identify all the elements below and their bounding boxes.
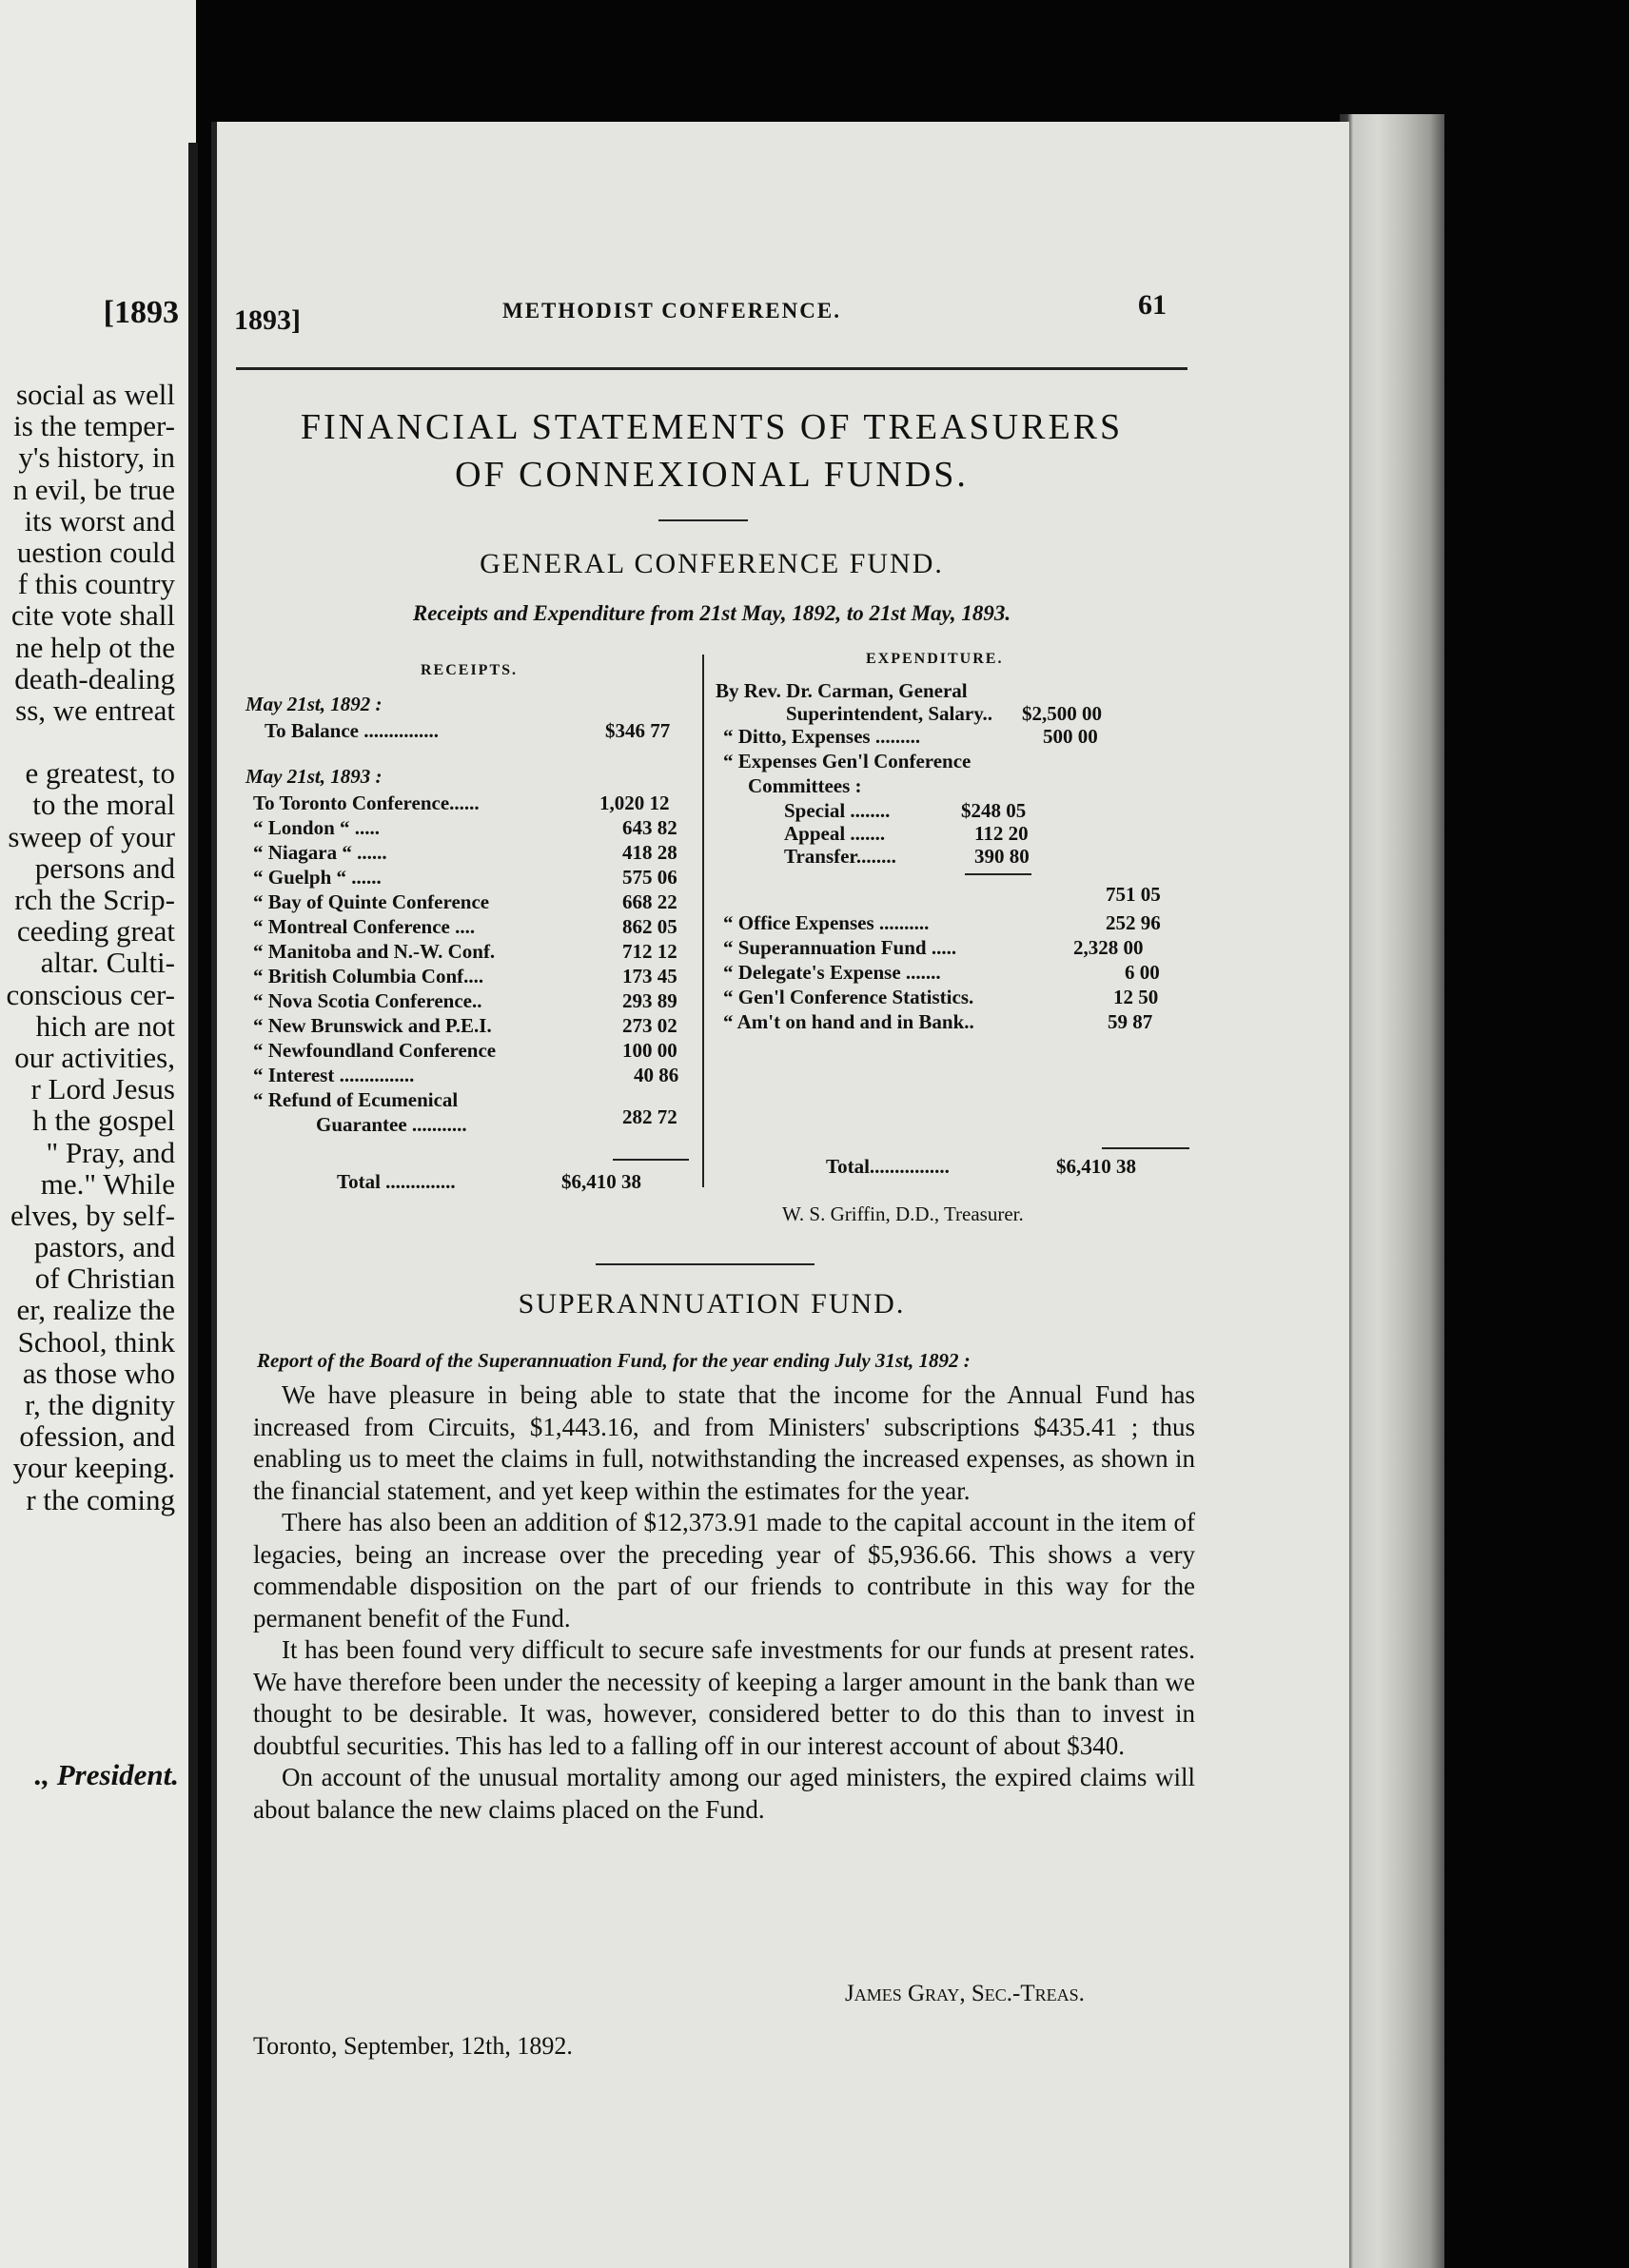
- expenditure-item-label: “ Superannuation Fund .....: [723, 936, 957, 959]
- committee-amount: $248 05: [961, 799, 1027, 822]
- left-page-text: [0, 379, 175, 1515]
- page-edges: [1340, 114, 1444, 2268]
- title-divider: [658, 519, 748, 521]
- expenditure-row: [723, 911, 1161, 935]
- committee-subtotal-rule: [965, 873, 1031, 875]
- left-running-head: [1893: [103, 295, 179, 330]
- left-line: " Pray, and: [46, 1135, 175, 1169]
- receipts-item-label: “ Bay of Quinte Conference: [253, 890, 490, 913]
- report-paragraph: It has been found very difficult to secure safe investments for our funds at present rates. We have therefore been under the necessity of keeping a larger amount in the bank than we thought to be desirable. It was, however, considered better to do this than to invest in doubtful securities. This has led to a falling off in our interest account of about $340.: [253, 1635, 1195, 1760]
- expenditure-item-label: “ Ditto, Expenses .........: [723, 725, 921, 748]
- expenditure-row: [723, 750, 971, 773]
- receipts-date2: May 21st, 1893 :: [245, 765, 383, 788]
- expenditure-item-amount: 6 00: [1125, 961, 1160, 984]
- running-head-year: 1893]: [234, 304, 301, 336]
- receipts-item-amount: 862 05: [622, 915, 677, 938]
- running-head-title: METHODIST CONFERENCE.: [502, 299, 841, 323]
- committee-amount: 112 20: [974, 822, 1029, 845]
- receipts-item-amount: 293 89: [622, 989, 677, 1012]
- left-line: me." While: [40, 1166, 175, 1201]
- receipts-item-label: Guarantee ...........: [316, 1113, 467, 1136]
- receipts-balance-label: To Balance ...............: [265, 719, 439, 742]
- left-line: h the gospel: [32, 1104, 175, 1138]
- receipts-balance-amount: $346 77: [605, 719, 671, 742]
- expenditure-item-label: Superintendent, Salary..: [786, 702, 993, 725]
- receipts-row: [253, 1014, 677, 1038]
- expenditure-row: [748, 774, 862, 798]
- committee-label: Appeal .......: [784, 822, 886, 845]
- receipts-item-amount: 282 72: [622, 1105, 677, 1128]
- left-page-fragment: [0, 0, 196, 2268]
- left-line: [0, 726, 175, 757]
- expenditure-row: [716, 679, 968, 703]
- receipts-item-label: “ British Columbia Conf....: [253, 965, 484, 987]
- expenditure-row: [723, 961, 1160, 985]
- place-date: Toronto, September, 12th, 1892.: [253, 2032, 573, 2060]
- left-line: altar. Culti-: [40, 946, 175, 980]
- receipts-item-label: “ Interest ...............: [253, 1064, 415, 1086]
- expenditure-total-label: Total................: [826, 1155, 950, 1178]
- receipts-row: [253, 841, 677, 865]
- expenditure-total-rule: [1102, 1147, 1189, 1149]
- expenditure-item-label: By Rev. Dr. Carman, General: [716, 679, 968, 702]
- header-rule: [236, 367, 1187, 370]
- receipts-item-amount: 643 82: [622, 816, 677, 839]
- receipts-total-label: Total ..............: [337, 1170, 456, 1193]
- receipts-item-amount: 40 86: [634, 1064, 679, 1086]
- committee-row: [784, 822, 1029, 846]
- left-line: of Christian: [34, 1261, 175, 1296]
- column-divider: [702, 655, 704, 1187]
- receipts-item-label: “ Niagara “ ......: [253, 841, 387, 864]
- left-line: ss, we entreat: [15, 693, 175, 727]
- expenditure-heading: EXPENDITURE.: [866, 651, 1004, 667]
- expenditure-item-label: “ Office Expenses ..........: [723, 911, 930, 934]
- superannuation-title: SUPERANNUATION FUND.: [518, 1288, 906, 1320]
- report-heading: Report of the Board of the Superannuation Fund, for the year ending July 31st, 1892 :: [257, 1349, 971, 1372]
- committee-total: 751 05: [1106, 883, 1161, 906]
- receipts-row: [253, 940, 677, 964]
- page-number: 61: [1138, 289, 1167, 321]
- expenditure-total-row: [826, 1155, 1136, 1179]
- receipts-total-row: [337, 1170, 641, 1194]
- receipts-item-label: “ New Brunswick and P.E.I.: [253, 1014, 492, 1037]
- left-line: ceeding great: [16, 914, 175, 948]
- left-line: to the moral: [32, 788, 175, 822]
- receipts-date1: May 21st, 1892 :: [245, 693, 383, 715]
- left-line: e greatest, to: [25, 756, 175, 791]
- left-line: conscious cer-: [6, 977, 175, 1011]
- expenditure-item-amount: 2,328 00: [1073, 936, 1144, 959]
- left-line: ofession, and: [19, 1419, 175, 1454]
- receipts-row: [253, 866, 677, 890]
- page-content: [217, 122, 1349, 2268]
- committee-amount: 390 80: [974, 845, 1030, 868]
- left-line: your keeping.: [12, 1451, 175, 1485]
- receipts-row: [253, 989, 677, 1013]
- receipts-total-amount: $6,410 38: [561, 1170, 641, 1193]
- expenditure-row: [723, 936, 1144, 960]
- left-line: as those who: [22, 1356, 175, 1390]
- left-line: r Lord Jesus: [30, 1072, 175, 1106]
- report-paragraph: We have pleasure in being able to state that the income for the Annual Fund has increased from Circuits, $1,443.16, and from Ministers' subscriptions $435.41 ; thus enabling us to meet the claims in full, notwithstanding the increased expenses, as shown in the financial statement, and yet keep within the estimates for the year.: [253, 1380, 1195, 1505]
- expenditure-row: [723, 1010, 1153, 1034]
- expenditure-row: [786, 702, 1102, 726]
- treasurer-signature: W. S. Griffin, D.D., Treasurer.: [782, 1202, 1024, 1225]
- receipts-row: [253, 965, 677, 988]
- expenditure-item-amount: $2,500 00: [1022, 702, 1102, 725]
- main-title-line2: OF CONNEXIONAL FUNDS.: [455, 455, 969, 495]
- receipts-item-amount: 1,020 12: [599, 792, 670, 814]
- receipts-item-amount: 173 45: [622, 965, 677, 987]
- expenditure-item-amount: 12 50: [1113, 986, 1159, 1008]
- left-president-signature: ., President.: [34, 1758, 179, 1791]
- main-title: [236, 403, 1187, 499]
- secretary-signature: James Gray, Sec.-Treas.: [845, 1981, 1085, 2006]
- left-line: our activities,: [14, 1040, 175, 1074]
- left-line: sweep of your: [8, 819, 175, 853]
- left-line: social as well: [15, 378, 175, 411]
- receipts-row: [253, 792, 670, 815]
- receipts-item-label: “ London “ .....: [253, 816, 381, 839]
- left-line: pastors, and: [33, 1230, 175, 1264]
- expenditure-row: [723, 986, 1159, 1009]
- receipts-balance-row: [265, 719, 671, 743]
- report-body: [253, 1379, 1195, 1826]
- left-line: School, think: [17, 1324, 175, 1359]
- left-line: death-dealing: [14, 661, 175, 695]
- committee-row: [784, 845, 1030, 869]
- left-line: ne help ot the: [15, 630, 175, 664]
- receipts-item-amount: 273 02: [622, 1014, 677, 1037]
- receipts-heading: RECEIPTS.: [421, 662, 519, 678]
- receipts-row: [253, 1088, 458, 1112]
- left-line: is the temper-: [13, 409, 175, 443]
- left-line: persons and: [34, 850, 175, 885]
- report-paragraph: On account of the unusual mortality among our aged ministers, the expired claims will about balance the new claims placed on the Fund.: [253, 1763, 1195, 1824]
- receipts-item-label: “ Guelph “ ......: [253, 866, 382, 889]
- left-line: er, realize the: [16, 1293, 175, 1327]
- expenditure-item-amount: 252 96: [1106, 911, 1161, 934]
- general-fund-subtitle: Receipts and Expenditure from 21st May, 1892, to 21st May, 1893.: [412, 601, 1011, 625]
- receipts-item-label: “ Newfoundland Conference: [253, 1039, 497, 1062]
- committee-label: Transfer........: [784, 845, 896, 868]
- left-line: elves, by self-: [10, 1198, 175, 1232]
- left-line: hich are not: [35, 1008, 175, 1043]
- expenditure-item-label: “ Expenses Gen'l Conference: [723, 750, 972, 772]
- receipts-row: [253, 890, 677, 914]
- left-line: f this country: [17, 567, 175, 601]
- committee-label: Special ........: [784, 799, 891, 822]
- expenditure-item-label: “ Delegate's Expense .......: [723, 961, 941, 984]
- expenditure-row: [723, 725, 1098, 749]
- expenditure-item-label: “ Gen'l Conference Statistics.: [723, 986, 974, 1008]
- receipts-item-label: To Toronto Conference......: [253, 792, 480, 814]
- left-line: rch the Scrip-: [14, 883, 175, 916]
- receipts-row: [316, 1105, 677, 1137]
- receipts-item-amount: 712 12: [622, 940, 677, 963]
- receipts-row: [253, 915, 677, 939]
- receipts-item-label: “ Refund of Ecumenical: [253, 1088, 459, 1111]
- main-page: [211, 122, 1349, 2268]
- committee-row: [784, 799, 1027, 823]
- receipts-total-rule: [613, 1159, 689, 1161]
- receipts-item-label: “ Manitoba and N.-W. Conf.: [253, 940, 496, 963]
- expenditure-item-amount: 59 87: [1108, 1010, 1153, 1033]
- left-line: uestion could: [16, 535, 175, 569]
- receipts-row: [253, 816, 677, 840]
- receipts-item-label: “ Nova Scotia Conference..: [253, 989, 482, 1012]
- general-fund-title: GENERAL CONFERENCE FUND.: [480, 548, 944, 579]
- main-title-line1: FINANCIAL STATEMENTS OF TREASURERS: [300, 407, 1124, 447]
- receipts-item-amount: 418 28: [622, 841, 677, 864]
- section-divider: [596, 1263, 814, 1265]
- left-line: r the coming: [26, 1482, 175, 1516]
- left-line: its worst and: [24, 503, 175, 538]
- report-paragraph: There has also been an addition of $12,373.91 made to the capital account in the item of legacies, being an increase over the preceding year of $5,936.66. This shows a very commendable disposition on the part of our friends to contribute in this way for the permanent benefit of the Fund.: [253, 1508, 1195, 1633]
- receipts-item-amount: 575 06: [622, 866, 677, 889]
- left-line: cite vote shall: [10, 598, 175, 633]
- receipts-item-amount: 668 22: [622, 890, 677, 913]
- receipts-row: [253, 1039, 677, 1063]
- receipts-row: [253, 1064, 679, 1087]
- left-line: r, the dignity: [24, 1388, 175, 1421]
- gutter-shadow: [188, 143, 198, 2268]
- receipts-item-amount: 100 00: [622, 1039, 677, 1062]
- left-line: y's history, in: [18, 440, 175, 475]
- expenditure-total-amount: $6,410 38: [1056, 1155, 1136, 1178]
- expenditure-item-label: “ Am't on hand and in Bank..: [723, 1010, 974, 1033]
- left-line: n evil, be true: [12, 472, 175, 506]
- receipts-item-label: “ Montreal Conference ....: [253, 915, 476, 938]
- expenditure-item-label: Committees :: [748, 774, 862, 797]
- expenditure-item-amount: 500 00: [1043, 725, 1098, 748]
